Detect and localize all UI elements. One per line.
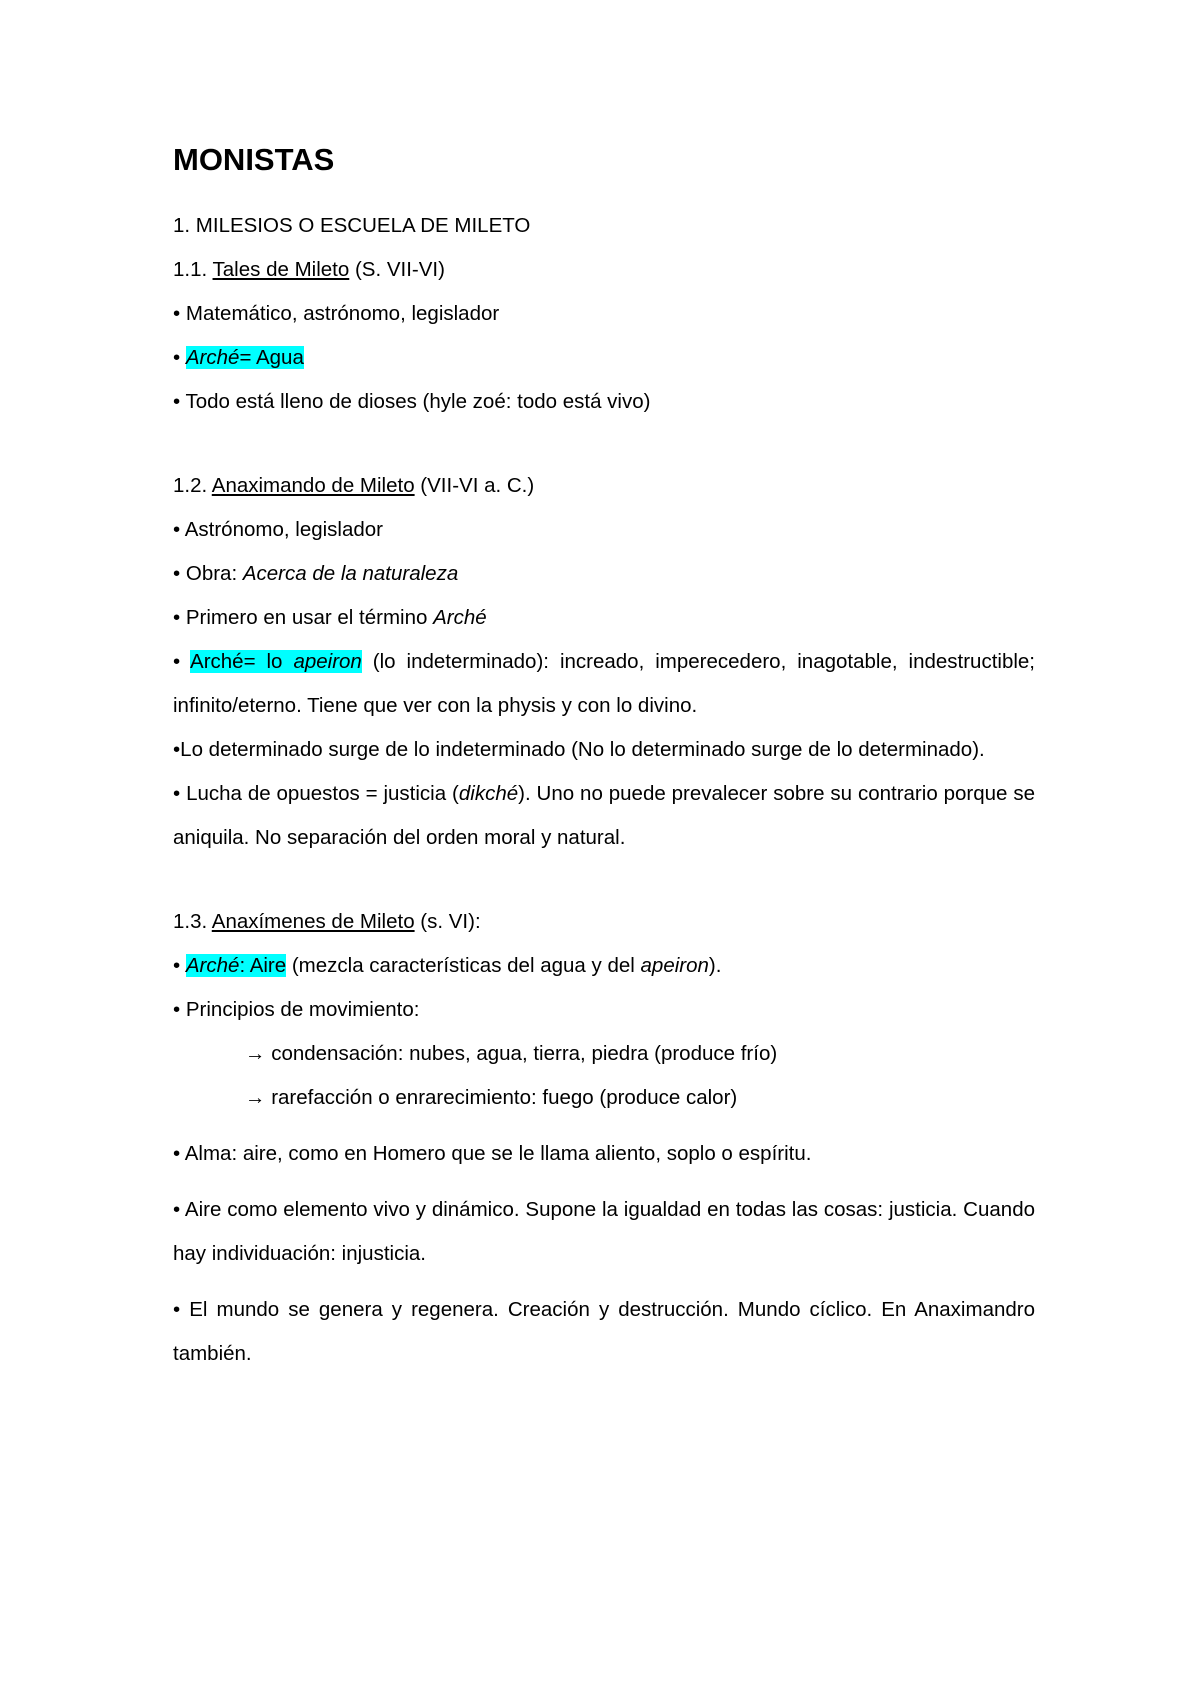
subsection-heading-tales bbox=[173, 248, 1035, 292]
bullet-item: • Alma: aire, como en Homero que se le llama aliento, soplo o espíritu. bbox=[173, 1142, 812, 1165]
bullet-text: (mezcla características del agua y del bbox=[286, 954, 641, 977]
dikche-term: dikché bbox=[458, 782, 519, 805]
subsection-heading-anaximandro bbox=[173, 464, 1035, 508]
bullet: • bbox=[173, 346, 186, 369]
philosopher-dates: (S. VII-VI) bbox=[349, 258, 445, 281]
bullet-text: • Lucha de opuestos = justicia ( bbox=[173, 782, 459, 805]
sub-item-condensation: → condensación: nubes, agua, tierra, piedra (produce frío) bbox=[245, 1042, 778, 1065]
bullet-item: • Todo está lleno de dioses (hyle zoé: todo está vivo) bbox=[173, 390, 651, 413]
subsection-heading-anaximenes bbox=[173, 900, 1035, 944]
philosopher-dates: (VII-VI a. C.) bbox=[414, 474, 535, 497]
bullet-item: • Matemático, astrónomo, legislador bbox=[173, 302, 500, 325]
bullet-text: • Primero en usar el término bbox=[173, 606, 434, 629]
arche-value: : Aire bbox=[239, 954, 287, 977]
page-title: MONISTAS bbox=[173, 142, 335, 177]
philosopher-dates: (s. VI): bbox=[414, 910, 481, 933]
bullet: • bbox=[173, 650, 191, 673]
bullet-item-arche bbox=[173, 944, 1035, 988]
bullet-text: (lo indeterminado): increado, imperecedero, inagotable, indestructible; infinito/eterno. Tiene que ver con la physis y con lo divino. bbox=[173, 650, 1035, 717]
arche-term: Arché bbox=[185, 954, 240, 977]
work-title: Acerca de la naturaleza bbox=[242, 562, 459, 585]
bullet-item-term bbox=[173, 596, 1035, 640]
subsection-number: 1.1. bbox=[173, 258, 213, 281]
philosopher-name: Anaximando de Mileto bbox=[211, 474, 415, 497]
highlight bbox=[190, 650, 362, 673]
sub-item-rarefaction: → rarefacción o enrarecimiento: fuego (produce calor) bbox=[245, 1086, 738, 1109]
subsection-number: 1.3. bbox=[173, 910, 212, 933]
arche-term: Arché bbox=[185, 346, 240, 369]
apeiron-term: apeiron bbox=[640, 954, 709, 977]
bullet-item-work bbox=[173, 552, 1035, 596]
bullet-item: • Astrónomo, legislador bbox=[173, 518, 384, 541]
philosopher-name: Anaxímenes de Mileto bbox=[211, 910, 415, 933]
bullet-text: ). bbox=[708, 954, 722, 977]
bullet-text: • Obra: bbox=[173, 562, 243, 585]
arche-label: Arché= lo bbox=[190, 650, 294, 673]
bullet: • bbox=[173, 954, 186, 977]
philosopher-name: Tales de Mileto bbox=[212, 258, 350, 281]
apeiron-term: apeiron bbox=[293, 650, 362, 673]
bullet-item: • Aire como elemento vivo y dinámico. Supone la igualdad en todas las cosas: justicia. Cuando hay individuación: injusticia. bbox=[173, 1198, 1035, 1265]
bullet-item-justice bbox=[173, 772, 1035, 860]
bullet-item-arche bbox=[173, 336, 1035, 380]
bullet-text: ). Uno no puede prevalecer sobre su contrario porque se aniquila. No separación del orden moral y natural. bbox=[173, 782, 1035, 849]
arche-term: Arché bbox=[433, 606, 487, 629]
subsection-number: 1.2. bbox=[173, 474, 212, 497]
bullet-item: • El mundo se genera y regenera. Creación y destrucción. Mundo cíclico. En Anaximandro también. bbox=[173, 1298, 1035, 1365]
document-page bbox=[173, 140, 1035, 1376]
bullet-item-apeiron bbox=[173, 640, 1035, 728]
bullet-item: • Principios de movimiento: bbox=[173, 998, 420, 1021]
section-heading: 1. MILESIOS O ESCUELA DE MILETO bbox=[173, 214, 531, 237]
bullet-item: •Lo determinado surge de lo indeterminado (No lo determinado surge de lo determinado). bbox=[173, 738, 985, 761]
arche-value: = Agua bbox=[239, 346, 304, 369]
